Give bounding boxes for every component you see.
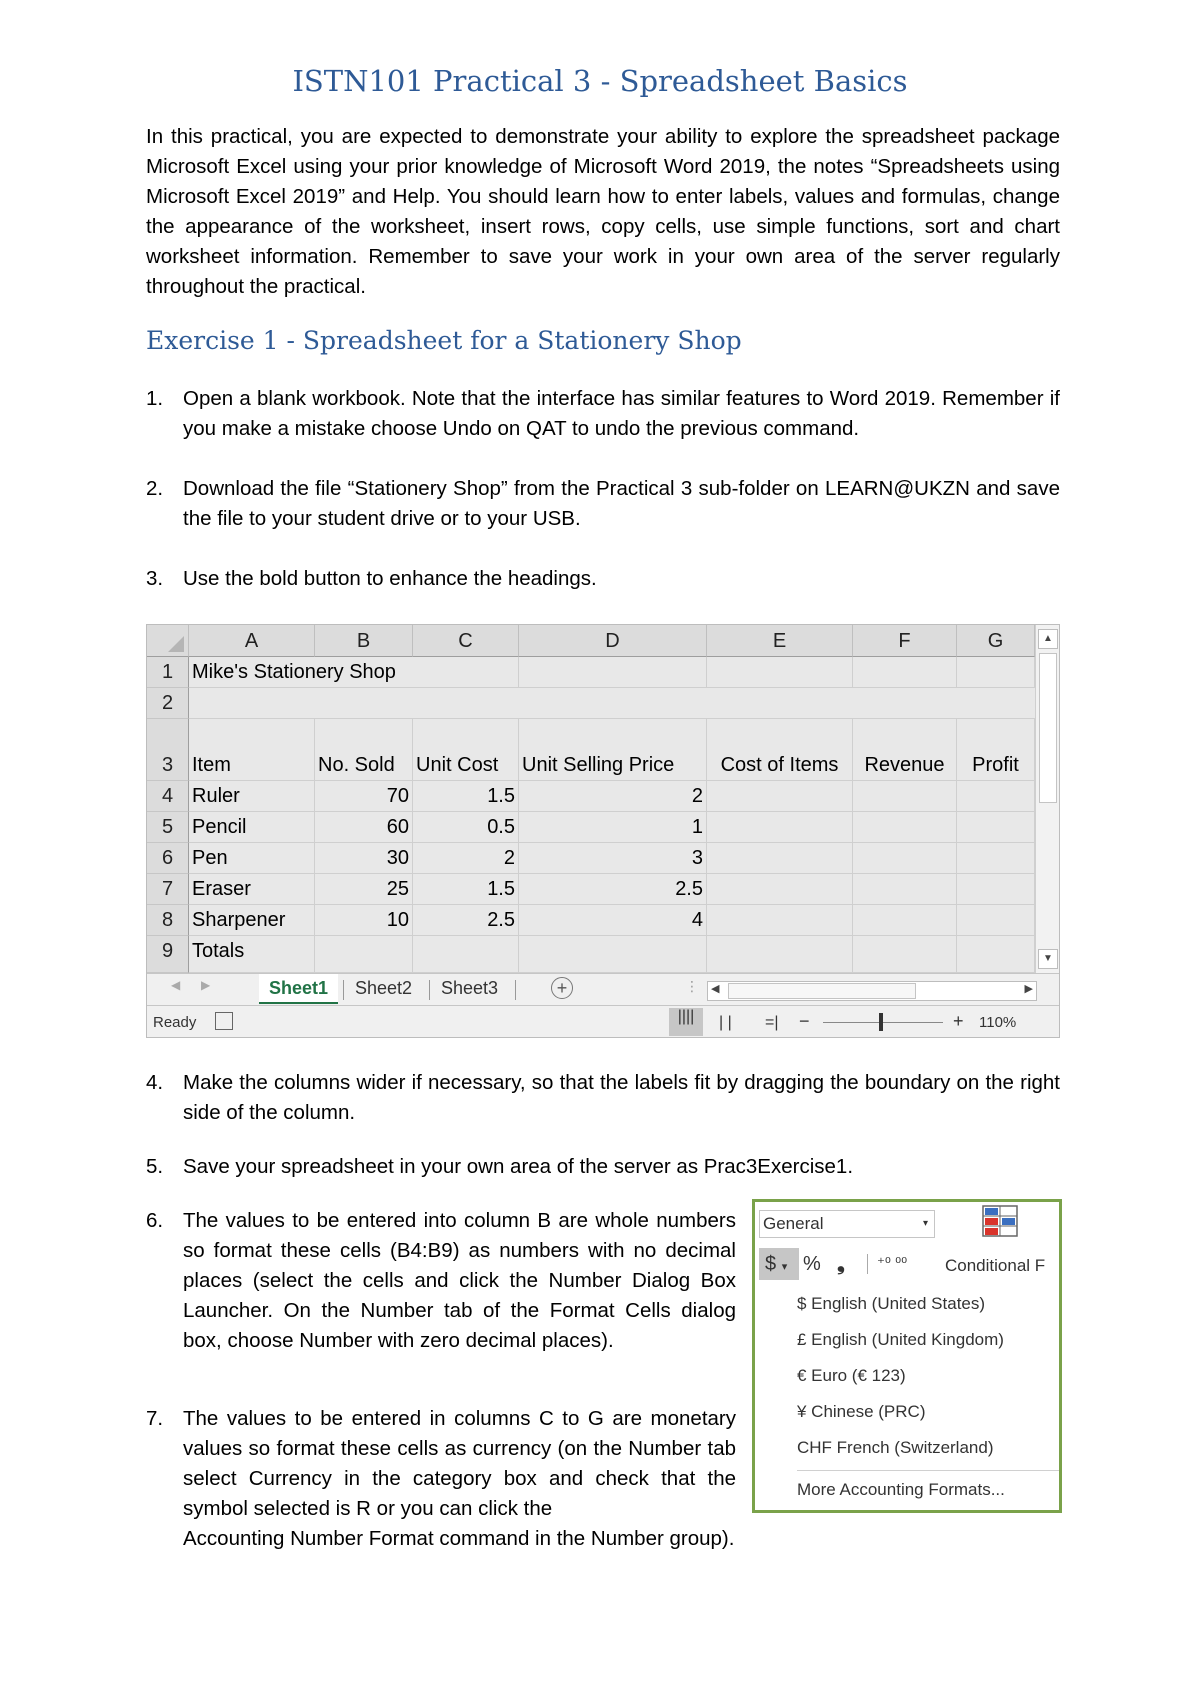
cell-revenue[interactable] [853, 812, 957, 843]
header-no-sold[interactable]: No. Sold [315, 719, 413, 781]
cell-no-sold[interactable]: 60 [315, 812, 413, 843]
tab-sheet1[interactable]: Sheet1 [259, 974, 338, 1004]
option-french-switzerland[interactable]: CHF French (Switzerland) [797, 1438, 994, 1457]
cell-unit-selling-price[interactable]: 2 [519, 781, 707, 812]
row-header-6[interactable]: 6 [147, 843, 189, 874]
split-handle-icon[interactable]: ⋮ [685, 978, 699, 994]
macro-record-icon[interactable] [215, 1012, 233, 1030]
scroll-down-icon[interactable]: ▼ [1038, 949, 1058, 969]
status-bar [147, 1005, 1059, 1038]
step-number: 5. [146, 1155, 164, 1178]
column-header-e[interactable]: E [707, 625, 853, 657]
step-4 [146, 1068, 1060, 1128]
cell-item[interactable]: Sharpener [189, 905, 315, 936]
step-7 [146, 1404, 736, 1524]
page-break-icon[interactable]: =| [765, 1014, 779, 1031]
decimal-buttons[interactable]: ⁺⁰ ⁰⁰ [877, 1255, 908, 1272]
exercise-heading: Exercise 1 - Spreadsheet for a Stationery Shop [146, 326, 742, 355]
horizontal-scrollbar[interactable] [707, 981, 1037, 1001]
step-3 [146, 564, 1060, 594]
step-number: 7. [146, 1407, 164, 1430]
number-format-value: General [763, 1214, 824, 1233]
step-6 [146, 1206, 736, 1356]
cell-item[interactable]: Pen [189, 843, 315, 874]
step-number: 2. [146, 477, 164, 500]
accounting-format-button[interactable]: $ ▾ [759, 1248, 799, 1280]
comma-style-button[interactable]: ❟ [837, 1253, 845, 1275]
header-unit-cost[interactable]: Unit Cost [413, 719, 519, 781]
step-text: Make the columns wider if necessary, so that the labels fit by dragging the boundary on the right side of the column. [183, 1071, 1060, 1124]
cell-total-unit-cost[interactable] [413, 936, 519, 973]
step-7-continued [146, 1524, 1060, 1554]
option-english-us[interactable]: $ English (United States) [797, 1294, 986, 1313]
cell-cost-of-items[interactable] [707, 812, 853, 843]
header-revenue[interactable]: Revenue [853, 719, 957, 781]
chevron-down-icon: ▾ [922, 1218, 928, 1229]
zoom-slider[interactable] [823, 1022, 943, 1023]
vertical-scrollbar[interactable] [1035, 625, 1060, 973]
cell-unit-selling-price[interactable]: 3 [519, 843, 707, 874]
conditional-formatting-icon[interactable] [977, 1204, 1023, 1244]
cell-cost-of-items[interactable] [707, 874, 853, 905]
add-sheet-icon[interactable]: + [551, 977, 573, 999]
row-header-8[interactable]: 8 [147, 905, 189, 936]
cell-no-sold[interactable]: 25 [315, 874, 413, 905]
cell-cost-of-items[interactable] [707, 905, 853, 936]
scroll-thumb[interactable] [1039, 653, 1057, 803]
cell-unit-selling-price[interactable]: 2.5 [519, 874, 707, 905]
header-unit-selling-price[interactable]: Unit Selling Price [519, 719, 707, 781]
column-header-f[interactable]: F [853, 625, 957, 657]
cell-profit[interactable] [957, 874, 1035, 905]
column-header-g[interactable]: G [957, 625, 1035, 657]
cell-unit-cost[interactable]: 2 [413, 843, 519, 874]
step-text: Open a blank workbook. Note that the interface has similar features to Word 2019. Remember if you make a mistake choose Undo on QAT to undo the previous command. [183, 387, 1060, 440]
cell-item[interactable]: Ruler [189, 781, 315, 812]
cell-revenue[interactable] [853, 905, 957, 936]
column-header-d[interactable]: D [519, 625, 707, 657]
scroll-right-icon[interactable]: ▶ [1024, 983, 1033, 995]
step-5 [146, 1152, 1060, 1182]
row-header-4[interactable]: 4 [147, 781, 189, 812]
cell-item[interactable]: Pencil [189, 812, 315, 843]
cell-totals[interactable]: Totals [189, 936, 315, 973]
cell-revenue[interactable] [853, 843, 957, 874]
header-item[interactable]: Item [189, 719, 315, 781]
intro-paragraph: In this practical, you are expected to demonstrate your ability to explore the spreadsheet package Microsoft Excel using your prior knowledge of Microsoft Word 2019, the notes “Spreadsheets using Microsoft Excel 2019” and Help. You should learn how to enter labels, values and formulas, change the appearance of the worksheet, insert rows, copy cells, use simple functions, sort and chart worksheet information. Remember to save your work in your own area of the server regularly throughout the practical. [146, 125, 1060, 298]
page-layout-icon[interactable]: | | [719, 1014, 732, 1031]
step-text: The values to be entered into column B are whole numbers so format these cells (B4:B9) as numbers with no decimal places (select the cells and click the Number Dialog Box Launcher. On the Number tab of the Format Cells dialog box, choose Number with zero decimal places). [183, 1209, 736, 1352]
cell-unit-selling-price[interactable]: 1 [519, 812, 707, 843]
row-2-cells[interactable] [189, 688, 1035, 719]
zoom-out-icon[interactable]: − [799, 1011, 810, 1031]
step-text: The values to be entered in columns C to G are monetary values so format these cells as currency (on the Number tab select Currency in the category box and check that the symbol selected is R or you can click the [183, 1407, 736, 1520]
cell-profit[interactable] [957, 843, 1035, 874]
step-text-continued: Accounting Number Format command in the Number group). [183, 1527, 735, 1550]
cell-profit[interactable] [957, 905, 1035, 936]
cell-total-no-sold[interactable] [315, 936, 413, 973]
column-header-a[interactable]: A [189, 625, 315, 657]
cell-no-sold[interactable]: 70 [315, 781, 413, 812]
tab-sheet2[interactable]: Sheet2 [355, 978, 413, 998]
cell-cost-of-items[interactable] [707, 781, 853, 812]
cell-unit-cost[interactable]: 1.5 [413, 781, 519, 812]
zoom-slider-handle[interactable] [879, 1013, 883, 1031]
cell-profit[interactable] [957, 812, 1035, 843]
cell-revenue[interactable] [853, 781, 957, 812]
step-number: 6. [146, 1209, 164, 1232]
cell-total-unit-selling-price[interactable] [519, 936, 707, 973]
column-header-b[interactable]: B [315, 625, 413, 657]
chevron-down-icon: ▾ [781, 1261, 788, 1273]
cell-unit-selling-price[interactable]: 4 [519, 905, 707, 936]
cell-no-sold[interactable]: 10 [315, 905, 413, 936]
tab-prev-icon[interactable]: ◀ [171, 978, 181, 992]
conditional-formatting-label[interactable]: Conditional F [945, 1256, 1046, 1275]
cell-profit[interactable] [957, 781, 1035, 812]
scroll-left-icon[interactable]: ◀ [711, 983, 720, 995]
excel-screenshot [146, 624, 1060, 1038]
row-header-7[interactable]: 7 [147, 874, 189, 905]
sheet-tabs-bar [147, 973, 1059, 1005]
tab-sheet3[interactable]: Sheet3 [441, 978, 499, 998]
column-header-c[interactable]: C [413, 625, 519, 657]
row-header-2[interactable]: 2 [147, 688, 189, 719]
cell-a1[interactable]: Mike's Stationery Shop [189, 657, 413, 688]
cell-revenue[interactable] [853, 874, 957, 905]
header-profit[interactable]: Profit [957, 719, 1035, 781]
tab-next-icon[interactable]: ▶ [201, 978, 211, 992]
step-number: 4. [146, 1071, 164, 1094]
cell-total-cost-of-items[interactable] [707, 936, 853, 973]
normal-view-icon[interactable]: |||| [669, 1008, 703, 1036]
page-title: ISTN101 Practical 3 - Spreadsheet Basics [292, 64, 908, 98]
cell-total-revenue[interactable] [853, 936, 957, 973]
row-header-9[interactable]: 9 [147, 936, 189, 973]
option-chinese[interactable]: ¥ Chinese (PRC) [797, 1402, 926, 1421]
scroll-up-icon[interactable]: ▲ [1038, 629, 1058, 649]
option-euro[interactable]: € Euro (€ 123) [797, 1366, 906, 1385]
cell-item[interactable]: Eraser [189, 874, 315, 905]
header-cost-of-items[interactable]: Cost of Items [707, 719, 853, 781]
status-text: Ready [153, 1014, 197, 1031]
cell-unit-cost[interactable]: 0.5 [413, 812, 519, 843]
cell-g1[interactable] [957, 657, 1035, 688]
step-1 [146, 384, 1060, 444]
cell-unit-cost[interactable]: 2.5 [413, 905, 519, 936]
step-2 [146, 474, 1060, 534]
row-header-3[interactable]: 3 [147, 719, 189, 781]
row-header-1[interactable]: 1 [147, 657, 189, 688]
cell-d1[interactable] [519, 657, 707, 688]
zoom-level[interactable]: 110% [979, 1014, 1017, 1031]
step-text: Save your spreadsheet in your own area of the server as Prac3Exercise1. [183, 1155, 854, 1178]
cell-f1[interactable] [853, 657, 957, 688]
step-text: Download the file “Stationery Shop” from the Practical 3 sub-folder on LEARN@UKZN and save the file to your student drive or to your USB. [183, 477, 1060, 530]
step-number: 3. [146, 567, 164, 590]
zoom-in-icon[interactable]: + [953, 1011, 964, 1031]
hscroll-thumb[interactable] [728, 983, 916, 999]
accounting-format-dropdown-screenshot [752, 1199, 1062, 1513]
row-header-5[interactable]: 5 [147, 812, 189, 843]
step-text: Use the bold button to enhance the headings. [183, 567, 597, 590]
cell-no-sold[interactable]: 30 [315, 843, 413, 874]
cell-cost-of-items[interactable] [707, 843, 853, 874]
cell-total-profit[interactable] [957, 936, 1035, 973]
cell-e1[interactable] [707, 657, 853, 688]
more-accounting-formats[interactable]: More Accounting Formats... [797, 1480, 1005, 1499]
percent-style-button[interactable]: % [803, 1253, 821, 1275]
select-all-corner[interactable] [147, 625, 189, 657]
option-english-uk[interactable]: £ English (United Kingdom) [797, 1330, 1004, 1349]
cell-c1[interactable] [413, 657, 519, 688]
cell-unit-cost[interactable]: 1.5 [413, 874, 519, 905]
number-format-select[interactable] [759, 1210, 935, 1238]
step-number: 1. [146, 387, 164, 410]
